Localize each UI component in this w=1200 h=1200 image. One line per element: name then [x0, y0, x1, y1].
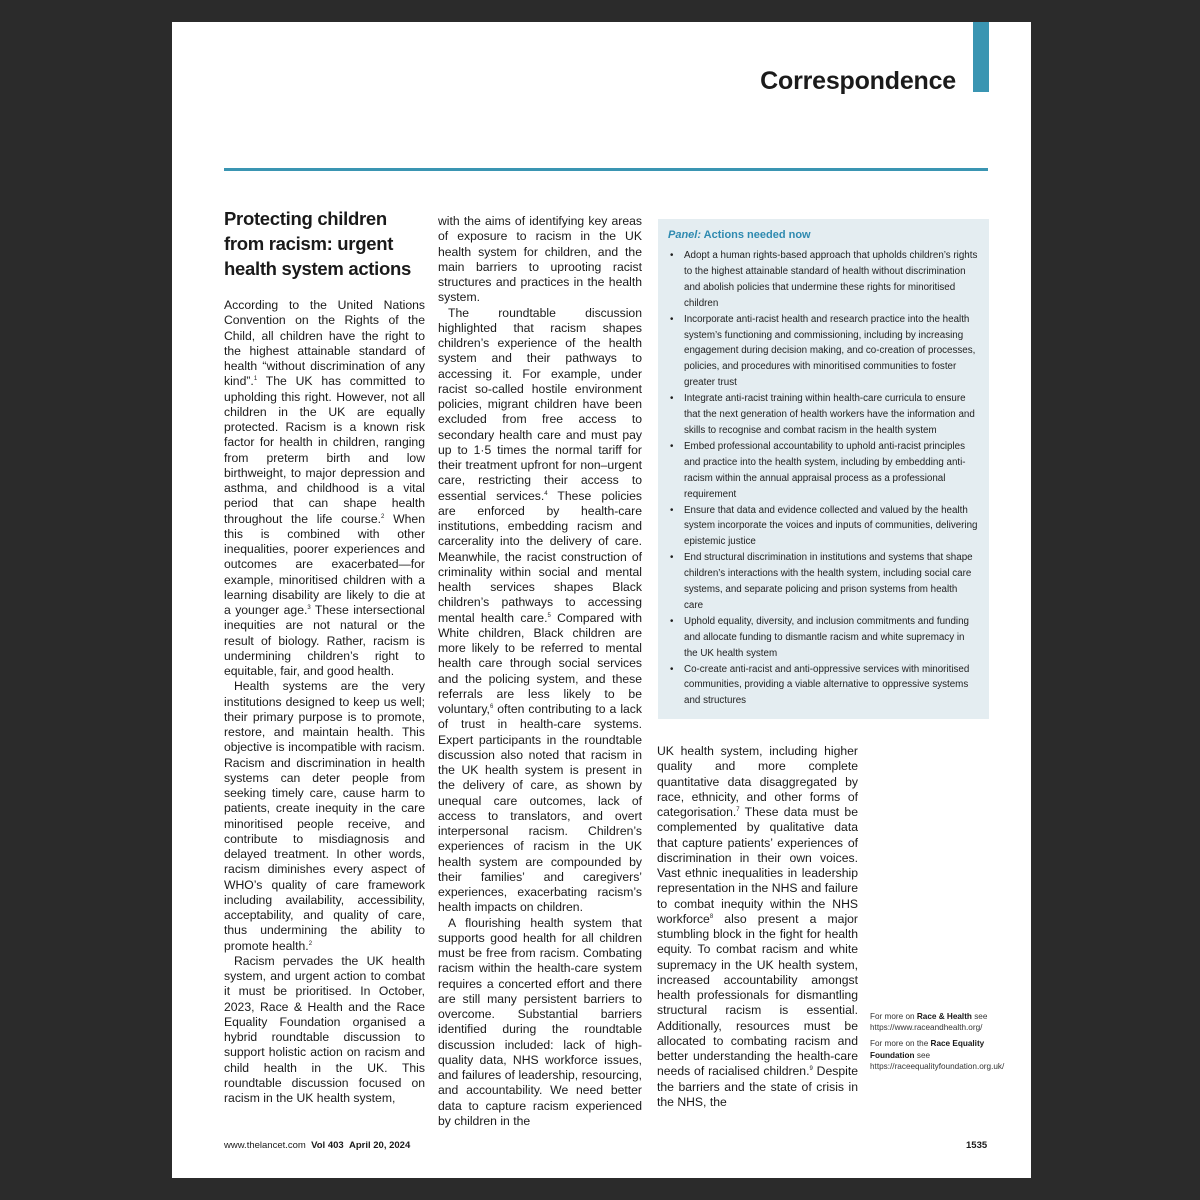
list-item: • Embed professional accountability to uphold anti-racist principles and practice into the health system, including by embedding anti-racism within the annual appraisal process as a professional requirement — [684, 439, 979, 503]
citation-ref: 1 — [253, 376, 258, 383]
paragraph: UK health system, including higher quality and more complete quantitative data disaggregated by race, ethnicity, and other forms of categorisation.$^7$ These data must be complemented by qualitative data that capture patients’ experiences of discrimination in their own voices. Vast ethnic inequalities in leadership representation in the NHS and failure to combat inequity within the NHS workforce$^8$ also present a major stumbling block in the fight for health equity. To combat racism and white supremacy in the UK health system, increased accountability amongst health professionals for dismantling structural racism is essential. Additionally, resources must be allocated to combating racism and better understanding the health-care needs of racialised children.$^9$ Despite the barriers and the state of crisis in the NHS, the — [657, 744, 859, 1109]
citation-ref: 6 — [489, 703, 494, 710]
margin-note-race-equality: For more on the Race Equality Foundation see https://raceequalityfoundation.org.uk/ — [870, 1039, 1005, 1071]
paragraph: The roundtable discussion highlighted that racism shapes children’s experience of the health system and their pathways to accessing it. For example, under racist so-called hostile environment policies, migrant children have been excluded from free access to secondary health care and must pay up to 1·5 times the normal tariff for their treatment upfront for non–urgent care, restricting their access to essential services.$^4$ These policies are enforced by health-care institutions, embedding racism and carcerality into the delivery of care. Meanwhile, the racist construction of criminality within social and mental health services shapes Black children’s pathways to accessing mental health care.$^5$ Compared with White children, Black children are more likely to be referred to mental health care through social services and the policing system, and these referrals are less likely to be voluntary,$^6$ often contributing to a lack of trust in health-care systems. Expert participants in the roundtable discussion also noted that racism in the UK health system is present in the delivery of care, as shown by unequal care outcomes, lack of access to translators, and overt interpersonal racism. Children’s experiences of racism in the UK health system are compounded by their families’ and caregivers’ experiences, exacerbating racism’s health impacts on children. — [438, 305, 642, 915]
citation-ref: 4 — [544, 490, 548, 497]
paragraph: Racism pervades the UK health system, and urgent action to combat it must be prioritised. In October, 2023, Race & Health and the Race Equality Foundation organised a hybrid roundtable discussion to support holistic action on racism and child health in the UK. This roundtable discussion focused on racism in the UK health system, — [224, 953, 425, 1105]
citation-ref: 3 — [307, 604, 311, 611]
footer-volume: Vol 403 — [311, 1140, 344, 1151]
column-1 — [224, 298, 425, 1106]
journal-page — [172, 22, 1031, 1178]
panel-title: Panel: Actions needed now — [668, 229, 811, 241]
margin-notes — [870, 1011, 1005, 1077]
list-item: • Uphold equality, diversity, and inclusion commitments and funding and allocate funding to dismantle racism and white supremacy in the UK health system — [684, 614, 979, 662]
margin-note-race-health: For more on Race & Health see https://www.raceandhealth.org/ — [870, 1012, 988, 1033]
citation-ref: 9 — [809, 1066, 813, 1073]
race-health-link[interactable]: see https://www.raceandhealth.org/ — [870, 1012, 988, 1033]
list-item: • End structural discrimination in institutions and systems that shape children’s interactions with the health system, including social care systems, and separate policing and prison systems from health care — [684, 550, 979, 614]
list-item: • Ensure that data and evidence collected and valued by the health system incorporate the voices and inputs of communities, delivering epistemic justice — [684, 503, 979, 551]
list-item: • Incorporate anti-racist health and research practice into the health system’s functioning and commissioning, including by increasing engagement during decision making, and co-creation of processes, policies, and procedures with minoritised communities to foster greater trust — [684, 312, 979, 392]
section-rule — [224, 168, 988, 171]
citation-ref: 5 — [547, 612, 551, 619]
paragraph: According to the United Nations Convention on the Rights of the Child, all children have the right to the highest attainable standard of health “without discrimination of any kind”.$^1$ The UK has committed to upholding this right. However, not all children in the UK are equally protected. Racism is a known risk factor for health in children, ranging from preterm birth and low birthweight, to major depression and asthma, and childhood is a vital period that can shape health throughout the life course.$^2$ When this is combined with other inequalities, poorer experiences and outcomes are exacerbated—for example, minoritised children with a learning disability are likely to die at a younger age.$^3$ These intersectional inequities are not natural or the result of biology. Rather, racism is undermining children’s right to equitable, fair, and good health. — [224, 298, 425, 678]
column-3 — [657, 744, 858, 1110]
citation-ref: 7 — [736, 806, 740, 813]
paragraph: Health systems are the very institutions designed to keep us well; their primary purpose is to promote, restore, and maintain health. This objective is incompatible with racism. Racism and discrimination in health systems can deter people from seeking timely care, cause harm to patients, create inequity in the care minoritised people receive, and contribute to misdiagnosis and delayed treatment. In other words, racism diminishes every aspect of WHO’s quality of care framework including availability, accessibility, acceptability, and quality of care, thus undermining the ability to promote health.$^2$ — [224, 679, 425, 953]
panel-list — [668, 248, 979, 709]
race-equality-link[interactable]: see https://raceequalityfoundation.org.uk/ — [870, 1050, 1005, 1071]
list-item: • Adopt a human rights-based approach that upholds children’s rights to the highest attainable standard of health without discrimination and abolish policies that undermine these rights for minoritised children — [684, 248, 979, 312]
list-item: • Integrate anti-racist training within health-care curricula to ensure that the next generation of health workers have the information and skills to recognise and combat racism in the health system — [684, 391, 979, 439]
citation-ref: 2 — [308, 940, 313, 947]
paragraph: A flourishing health system that supports good health for all children must be free from racism. Combating racism within the health-care system requires a concerted effort and there are still many persistent barriers to overcome. Substantial barriers identified during the roundtable discussion included: lack of high-quality data, NHS workforce issues, and failures of leadership, resourcing, and accountability. We need better data to capture racism experienced by children in the — [438, 915, 642, 1128]
citation-ref: 2 — [381, 513, 385, 520]
citation-ref: 8 — [709, 913, 714, 920]
footer-date: April 20, 2024 — [348, 1140, 411, 1151]
section-accent-tab — [973, 22, 989, 92]
column-2 — [438, 214, 642, 1129]
actions-panel — [658, 219, 989, 719]
page-footer — [224, 1140, 410, 1151]
footer-site[interactable]: www.thelancet.com — [224, 1140, 306, 1151]
section-heading: Correspondence — [760, 67, 956, 95]
page-number: 1535 — [966, 1140, 988, 1151]
article-title: Protecting children from racism: urgent health system actions — [224, 208, 411, 279]
paragraph: with the aims of identifying key areas of exposure to racism in the UK health system for children, and the main barriers to uprooting racist structures and practices in the health system. — [438, 214, 642, 305]
list-item: • Co-create anti-racist and anti-oppressive services with minoritised communities, providing a viable alternative to oppressive systems and structures — [684, 662, 979, 710]
